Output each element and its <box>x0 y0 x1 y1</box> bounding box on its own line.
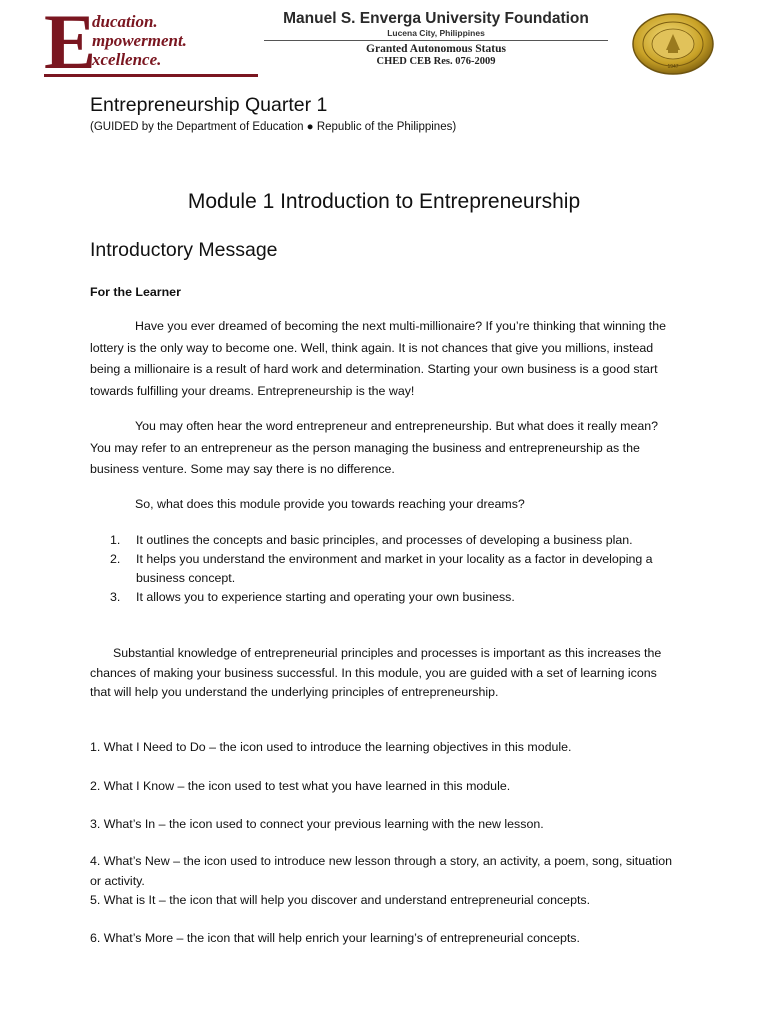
list-number: 3. <box>110 590 121 604</box>
section-heading: Introductory Message <box>90 239 278 261</box>
university-seal-icon <box>630 12 716 76</box>
list-number: 1. <box>110 533 121 547</box>
icon-description-1: 1. What I Need to Do – the icon used to introduce the learning objectives in this module. <box>90 740 572 754</box>
icon-description-2: 2. What I Know – the icon used to test what you have learned in this module. <box>90 779 511 793</box>
intro-paragraph-3: So, what does this module provide you towards reaching your dreams? <box>135 497 525 511</box>
letterhead <box>0 0 768 82</box>
list-text: It outlines the concepts and basic principles, and processes of developing a business plan. <box>136 533 633 547</box>
knowledge-paragraph: Substantial knowledge of entrepreneurial principles and processes is important as this increases the chances of making your business successful. In this module, you are guided with a set of learning icons that will help you understand the underlying principles of entrepreneurship. <box>90 646 662 699</box>
logo-rule <box>44 74 258 77</box>
ched-resolution: CHED CEB Res. 076-2009 <box>376 56 496 67</box>
tagline-empowerment: mpowerment. <box>92 31 187 50</box>
autonomous-status: Granted Autonomous Status <box>366 43 506 55</box>
icon-description-5: 5. What is It – the icon that will help you discover and understand entrepreneurial concepts. <box>90 893 591 907</box>
tagline-education: ducation. <box>92 12 158 31</box>
list-item <box>90 588 670 607</box>
icon-description-4: 4. What’s New – the icon used to introduce new lesson through a story, an activity, a poem, song, situation or activity. <box>90 854 672 888</box>
list-number: 2. <box>110 552 121 566</box>
list-text: It helps you understand the environment and market in your locality as a factor in developing a business concept. <box>136 552 653 585</box>
intro-paragraph-1: Have you ever dreamed of becoming the next multi-millionaire? If you’re thinking that winning the lottery is the only way to become one. Well, think again. It is not chances that give you millions, instead being a millionaire is a result of hard work and determination. Starting your own business is a good start towards fulfilling your dreams. Entrepreneurship is the way! <box>90 319 667 398</box>
university-location: Lucena City, Philippines <box>387 28 485 38</box>
icon-description-3: 3. What’s In – the icon used to connect your previous learning with the new lesson. <box>90 817 544 831</box>
tagline-excellence: xcellence. <box>92 50 162 69</box>
list-item <box>90 531 670 550</box>
header-divider <box>264 40 608 41</box>
list-text: It allows you to experience starting and operating your own business. <box>136 590 515 604</box>
module-title: Module 1 Introduction to Entrepreneurship <box>187 190 581 213</box>
learner-label: For the Learner <box>90 285 181 299</box>
university-info <box>256 10 616 68</box>
university-logo <box>44 12 254 74</box>
list-item <box>90 550 670 588</box>
intro-paragraph-2: You may often hear the word entrepreneur and entrepreneurship. But what does it really mean? You may refer to an entrepreneur as the person managing the business and entrepreneurship as the business venture. Some may say there is no difference. <box>90 419 659 476</box>
logo-letter: E <box>44 12 94 72</box>
university-name: Manuel S. Enverga University Foundation <box>283 10 589 27</box>
course-title: Entrepreneurship Quarter 1 <box>90 94 328 116</box>
module-provides-list <box>90 531 670 607</box>
seal-year: 1947 <box>667 64 679 70</box>
course-subtitle: (GUIDED by the Department of Education ● Republic of the Philippines) <box>90 121 457 133</box>
icon-description-6: 6. What’s More – the icon that will help enrich your learning’s of entrepreneurial concepts. <box>90 931 580 945</box>
